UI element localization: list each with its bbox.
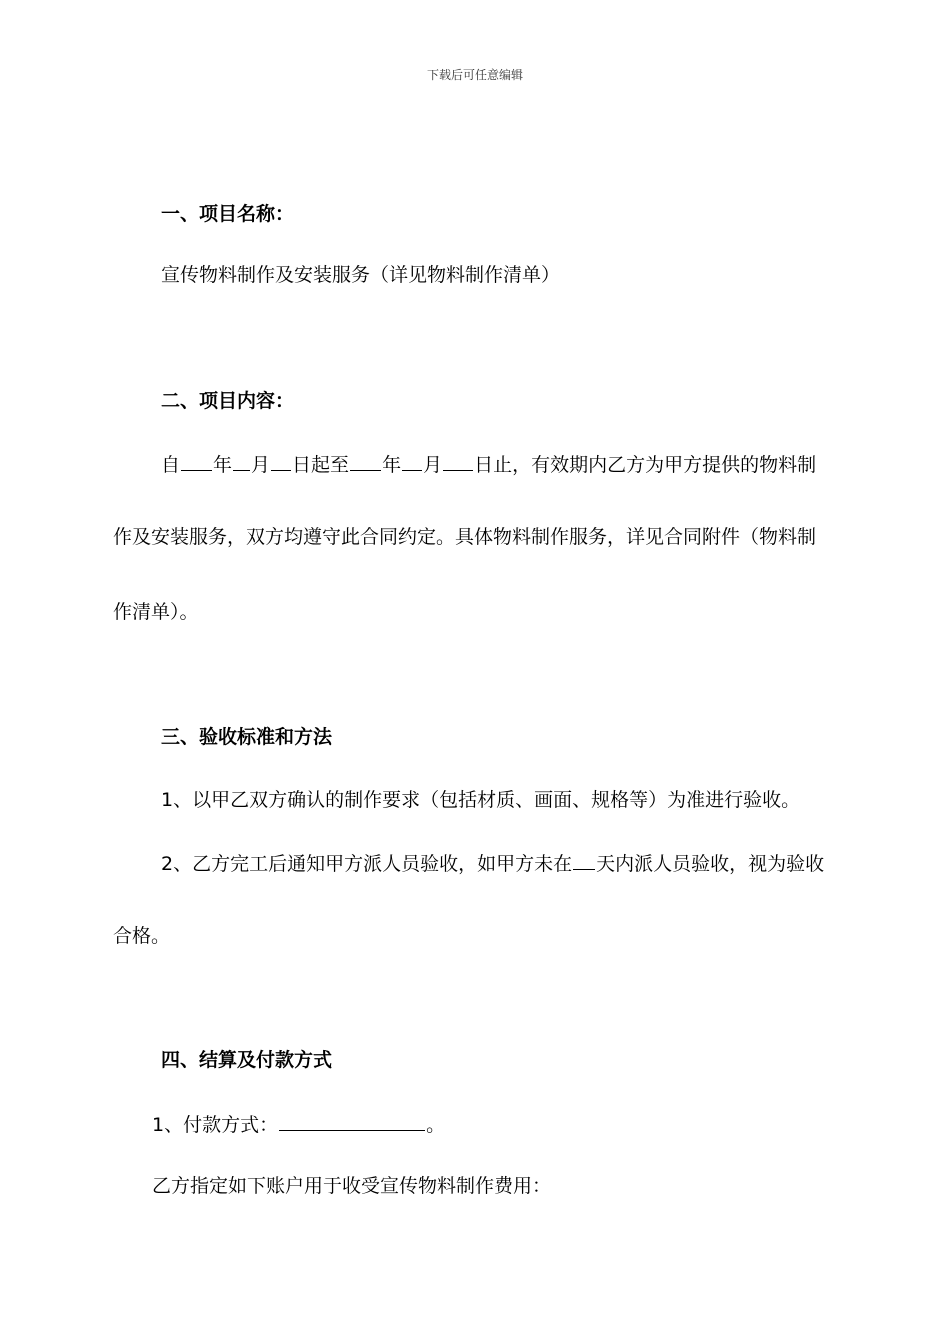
section-1-heading: 一、项目名称： — [161, 203, 295, 225]
section-3-item-2 — [161, 850, 824, 876]
payment-method-end: 。 — [426, 1114, 446, 1136]
blank-start-day — [271, 451, 291, 471]
section-2-paragraph-line-2: 作及安装服务，双方均遵守此合同约定。具体物料制作服务，详见合同附件（物料制 — [113, 526, 817, 548]
blank-payment-method — [279, 1111, 425, 1131]
account-intro: 乙方指定如下账户用于收受宣传物料制作费用： — [152, 1175, 552, 1197]
payment-method-label: 1、付款方式： — [152, 1114, 279, 1136]
section-2-paragraph-line-3: 作清单）。 — [113, 601, 199, 623]
section-2-heading: 二、项目内容： — [161, 390, 295, 412]
item-2-text-a: 2、乙方完工后通知甲方派人员验收，如甲方未在 — [161, 853, 573, 875]
section-1-body: 宣传物料制作及安装服务（详见物料制作清单） — [161, 264, 561, 286]
text-year-2: 年 — [382, 454, 402, 476]
text-from: 自 — [161, 454, 181, 476]
section-4-heading: 四、结算及付款方式 — [161, 1049, 333, 1071]
blank-end-year — [350, 451, 381, 471]
text-year: 年 — [213, 454, 233, 476]
section-3-heading: 三、验收标准和方法 — [161, 726, 333, 748]
blank-end-month — [402, 451, 422, 471]
section-3-item-2-continuation: 合格。 — [113, 925, 171, 947]
text-month-2: 月 — [423, 454, 443, 476]
payment-method-line — [152, 1111, 445, 1137]
section-3-item-1: 1、以甲乙双方确认的制作要求（包括材质、画面、规格等）为准进行验收。 — [161, 789, 801, 811]
item-2-text-b: 天内派人员验收，视为验收 — [596, 853, 825, 875]
blank-days — [573, 850, 595, 870]
text-day-to: 日起至 — [292, 454, 350, 476]
text-day-end: 日止，有效期内乙方为甲方提供的物料制 — [474, 454, 817, 476]
page-header-note: 下载后可任意编辑 — [426, 68, 523, 82]
blank-end-day — [443, 451, 473, 471]
blank-start-year — [181, 451, 212, 471]
text-month: 月 — [251, 454, 271, 476]
blank-start-month — [233, 451, 250, 471]
section-2-paragraph-line-1 — [161, 451, 816, 477]
